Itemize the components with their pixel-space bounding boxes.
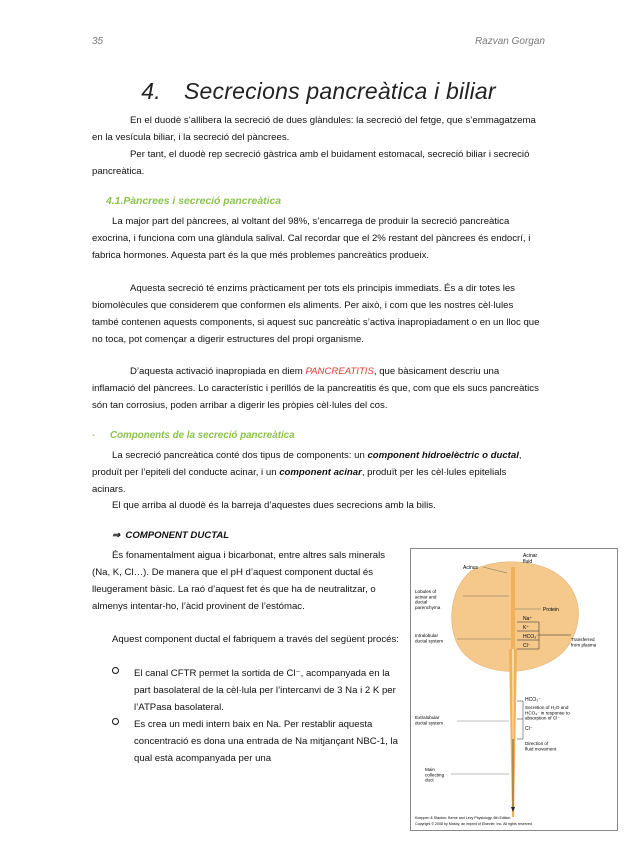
pancreatitis-term: PANCREATITIS [305, 366, 374, 377]
label-acinus: Acinus [463, 565, 479, 571]
ductal-heading [112, 530, 229, 541]
label-extralobular: Extralobular ductal system [415, 715, 444, 726]
duct-diagram [411, 549, 617, 830]
c1-a: La secreció pancreàtica conté dos tipus de components: un [112, 450, 368, 461]
pancreas-duct-figure [410, 548, 618, 831]
bullet-item-1 [112, 665, 400, 716]
label-ion-hco3: HCO₃⁻ [523, 634, 539, 640]
ductal-paragraph-2: Aquest component ductal el fabriquem a través del següent procés: [112, 634, 399, 645]
components-paragraph-2: El que arriba al duodè és la barreja d’aquestes dues secrecions amb la bilis. [112, 500, 436, 511]
bullet-text: Es crea un medi intern baix en Na. Per restablir aquesta concentració es dona una entrada de Na mitjançant NBC-1, la qual està acompanyada per una [134, 719, 398, 764]
bullet-item-2 [112, 716, 400, 767]
bullet-text: El canal CFTR permet la sortida de Cl⁻, acompanyada en la part basolateral de la cèl·lula per l’intercanvi de 3 Na i 2 K per l’ATPasa basolateral. [134, 668, 396, 713]
label-transferred: Transferred from plasma [571, 637, 597, 648]
c1-c: , produït per l’epiteli del conducte acinar, i un [92, 450, 522, 478]
chapter-title: 4. Secrecions pancreàtica i biliar [141, 78, 496, 104]
section-paragraph-1: La major part del pàncrees, al voltant del 98%, s’encarrega de produir la secreció pancreàtica exocrina, i funciona com una glàndula salival. Cal recordar que el 2% restant del pàncrees és endocrí, i fabrica hormones. Aquesta part és la que més problemes pancreàtics produeix. [92, 216, 531, 261]
arrow-icon: ⇒ [112, 530, 121, 541]
p3-end: , que bàsicament descriu una inflamació del pàncrees. Lo característic i perillós de la pancreatitis és que, com que els sucs pancreàtics són tan corrosius, poden arribar a digerir les pròpies cèl·lules del cos. [92, 366, 539, 411]
label-lobules: Lobules of acinar and ductal parenchyma [415, 589, 441, 610]
section-heading: 4.1.Pàncrees i secreció pancreàtica [106, 196, 282, 207]
intro-paragraph-2: Per tant, el duodè rep secreció gàstrica amb el buidament estomacal, secreció biliar i secreció pancreàtica. [92, 149, 530, 177]
p3-start: D’aquesta activació inapropiada en diem [130, 366, 306, 377]
label-acinar-fluid: Acinar fluid [523, 553, 538, 565]
acinar-duct [511, 567, 515, 649]
c1-ductal-term: component hidroelèctric o ductal [367, 450, 519, 461]
label-protein: Protein [543, 607, 559, 613]
label-hco3: HCO₃⁻ [525, 697, 541, 703]
label-ion-k: K⁺ [523, 625, 529, 631]
label-ion-na: Na⁺ [523, 616, 533, 622]
page-number: 35 [92, 36, 104, 47]
section-paragraph-3 [92, 363, 542, 414]
bullet-circle-icon [112, 667, 119, 674]
list-dash: - [92, 430, 96, 441]
label-intralobular: Intralobular ductal system [415, 633, 444, 644]
c1-e: , produït per les cèl·lules epitelials acinars. [92, 467, 507, 495]
ductal-heading-text: COMPONENT DUCTAL [125, 530, 230, 541]
figure-credit-1: Koeppen & Stanton: Berne and Levy Physiology, 6th Edition. [415, 816, 512, 820]
c1-acinar-term: component acinar [279, 467, 362, 478]
intro-paragraph-1: En el duodè s’allibera la secreció de dues glàndules: la secreció del fetge, que s’emmagatzema en la vesícula biliar, i la secreció del pàncrees. [92, 115, 536, 143]
components-heading: Components de la secreció pancreàtica [110, 430, 295, 441]
label-secretion-note: Secretion of H₂O and HCO₃⁻ in response to absorption of Cl⁻ [525, 705, 570, 721]
ductal-paragraph-1: És fonamentalment aigua i bicarbonat, entre altres sals minerals (Na, K, Cl…). De manera que el pH d’aquest component ductal és lleugerament bàsic. La raó d’aquest fet és que ha de neutralitzar, o almenys intentar-ho, l’àcid provinent de l’estómac. [92, 550, 386, 612]
figure-credit-2: Copyright © 2008 by Mosby, an imprint of Elsevier, Inc. All rights reserved [415, 822, 532, 826]
label-cl: Cl⁻ [525, 726, 533, 732]
running-author: Razvan Gorgan [474, 36, 545, 47]
bullet-circle-icon [112, 718, 119, 725]
label-ion-cl: Cl⁻ [523, 643, 531, 649]
components-paragraph-1 [92, 447, 542, 498]
label-direction: Direction of fluid movement [525, 741, 557, 752]
label-main-duct: Main collecting duct [425, 767, 445, 783]
section-paragraph-2: Aquesta secreció té enzims pràcticament per tots els principis immediats. És a dir totes les biomolècules que considerem que conformen els aliments. Per això, i com que les nostres cèl·lules també contenen aquests components, si aquest suc pancreàtic s’activa inapropiadament o en un lloc que no toca, pot començar a digerir estructures del propi organisme. [92, 283, 540, 345]
